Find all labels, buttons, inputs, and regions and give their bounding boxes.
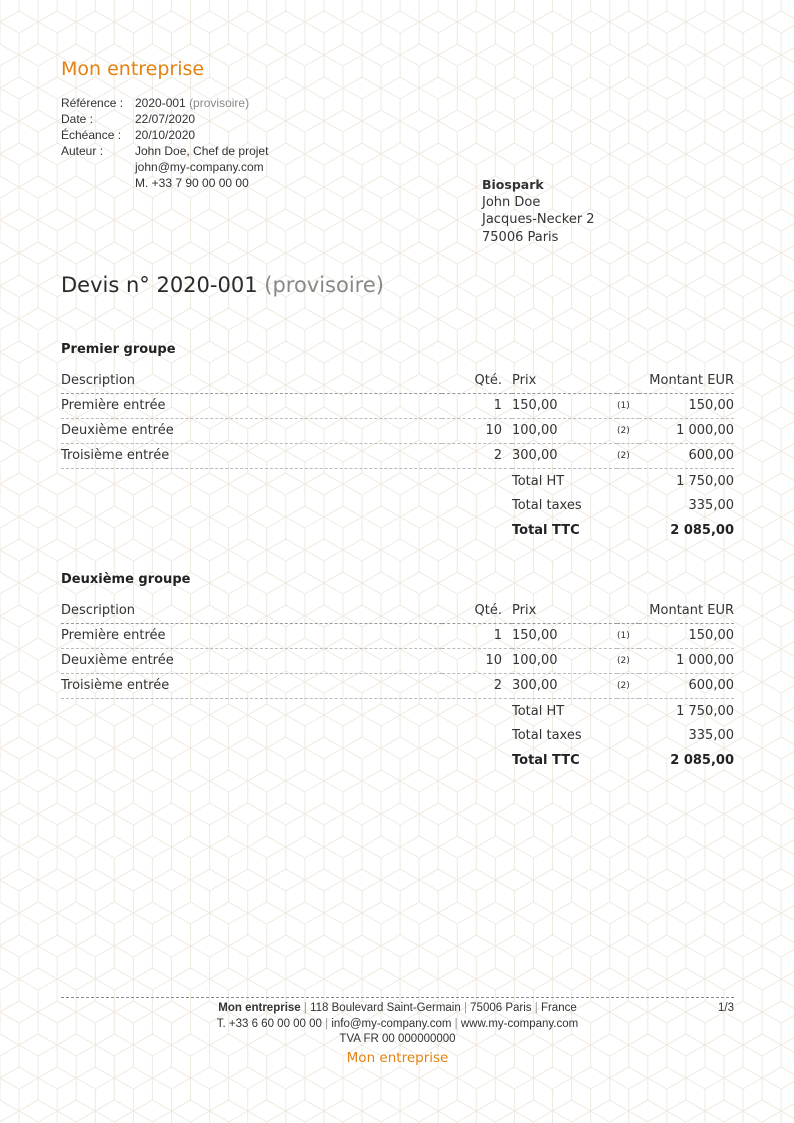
footer-vat: TVA FR 00 000000000: [339, 1033, 456, 1045]
row-tax-ref: (2): [617, 681, 630, 691]
header-description: Description: [61, 373, 136, 388]
footer-phone: T. +33 6 60 00 00 00: [216, 1017, 322, 1030]
row-price: 150,00: [512, 628, 558, 643]
table-row: [61, 649, 734, 674]
footer-street: 118 Boulevard Saint-Germain: [310, 1002, 461, 1014]
total-ttc-row: [61, 517, 734, 545]
header-qty: Qté.: [474, 603, 502, 618]
footer-company: Mon entreprise: [218, 1002, 301, 1014]
total-ht-row: [61, 699, 734, 724]
page-number: 1/3: [718, 1002, 734, 1014]
total-label: Total HT: [512, 703, 565, 719]
total-ht-row: [61, 469, 734, 494]
header-qty: Qté.: [474, 373, 502, 388]
row-qty: 10: [485, 423, 502, 438]
total-ttc-row: [61, 747, 734, 775]
header-amount: Montant EUR: [649, 603, 734, 618]
item-group-2: [61, 568, 734, 775]
row-price: 100,00: [512, 423, 558, 438]
header-amount: Montant EUR: [649, 373, 734, 388]
header-description: Description: [61, 603, 136, 618]
quote-status: (provisoire): [264, 273, 384, 297]
meta-label: [61, 175, 135, 191]
recipient-address: [482, 176, 595, 246]
total-taxes-row: [61, 493, 734, 517]
meta-value: John Doe, Chef de projet: [135, 144, 269, 158]
footer-email[interactable]: info@my-company.com: [331, 1017, 452, 1030]
row-tax-ref: (1): [617, 631, 630, 641]
row-description: Première entrée: [61, 628, 166, 643]
row-description: Troisième entrée: [61, 678, 170, 693]
meta-author-phone: [61, 175, 268, 191]
total-value: 1 750,00: [676, 473, 734, 489]
row-price: 150,00: [512, 398, 558, 413]
item-group-1: [61, 338, 734, 545]
row-tax-ref: (1): [617, 401, 630, 411]
meta-date: [61, 111, 268, 127]
row-qty: 10: [485, 653, 502, 668]
row-qty: 2: [493, 448, 502, 463]
meta-status: (provisoire): [189, 96, 250, 110]
row-price: 100,00: [512, 653, 558, 668]
row-description: Première entrée: [61, 398, 166, 413]
meta-value: M. +33 7 90 00 00 00: [135, 176, 249, 190]
table-row: [61, 674, 734, 699]
header-price: Prix: [512, 603, 537, 618]
total-value: 2 085,00: [670, 753, 734, 768]
row-description: Deuxième entrée: [61, 653, 174, 668]
recipient-street: Jacques-Necker 2: [482, 212, 595, 227]
footer-website[interactable]: www.my-company.com: [460, 1017, 579, 1030]
meta-reference: [61, 95, 268, 111]
total-label: Total TTC: [512, 753, 580, 768]
header-price: Prix: [512, 373, 537, 388]
group-title: Deuxième groupe: [61, 572, 191, 587]
meta-label: Échéance :: [61, 128, 122, 142]
items-table: [61, 599, 734, 775]
table-row: [61, 419, 734, 444]
meta-value: john@my-company.com: [135, 160, 264, 174]
row-description: Deuxième entrée: [61, 423, 174, 438]
meta-value: 2020-001: [135, 96, 186, 110]
total-value: 1 750,00: [676, 703, 734, 719]
table-header: [61, 599, 734, 624]
row-price: 300,00: [512, 448, 558, 463]
meta-label: [61, 159, 135, 175]
meta-due-date: [61, 127, 268, 143]
meta-author-email: [61, 159, 268, 175]
recipient-city: 75006 Paris: [482, 229, 559, 245]
row-description: Troisième entrée: [61, 448, 170, 463]
page-footer: [61, 997, 734, 1066]
total-taxes-row: [61, 723, 734, 747]
table-header: [61, 369, 734, 394]
row-amount: 150,00: [688, 628, 734, 643]
row-amount: 1 000,00: [676, 423, 734, 438]
total-label: Total taxes: [512, 497, 582, 513]
quote-title: [61, 273, 384, 297]
document-metadata: [61, 95, 268, 191]
row-qty: 1: [493, 398, 502, 413]
row-qty: 2: [493, 678, 502, 693]
total-value: 335,00: [688, 497, 734, 513]
row-tax-ref: (2): [617, 426, 630, 436]
footer-contact-line: T. +33 6 60 00 00 00 | info@my-company.com | www.my-company.com: [216, 1017, 579, 1030]
quote-number: Devis n° 2020-001: [61, 273, 258, 297]
row-tax-ref: (2): [617, 451, 630, 461]
row-qty: 1: [493, 628, 502, 643]
row-amount: 150,00: [688, 398, 734, 413]
row-amount: 600,00: [688, 448, 734, 463]
items-table: [61, 369, 734, 545]
row-amount: 600,00: [688, 678, 734, 693]
row-amount: 1 000,00: [676, 653, 734, 668]
table-row: [61, 394, 734, 419]
total-label: Total HT: [512, 473, 565, 489]
table-row: [61, 444, 734, 469]
company-name: Mon entreprise: [61, 58, 205, 80]
footer-country: France: [540, 1002, 577, 1014]
footer-address-line: Mon entreprise | 118 Boulevard Saint-Germain | 75006 Paris | France: [218, 1002, 577, 1014]
group-title: Premier groupe: [61, 342, 176, 357]
recipient-name: John Doe: [482, 194, 541, 210]
meta-label: Date :: [61, 112, 94, 126]
recipient-company: Biospark: [482, 177, 544, 192]
total-label: Total taxes: [512, 727, 582, 743]
row-tax-ref: (2): [617, 656, 630, 666]
meta-value: 20/10/2020: [135, 128, 196, 142]
meta-value: 22/07/2020: [135, 112, 196, 126]
footer-logo: Mon entreprise: [346, 1049, 449, 1066]
meta-author: [61, 143, 268, 159]
table-row: [61, 624, 734, 649]
footer-postal: 75006 Paris: [470, 1002, 532, 1014]
total-value: 2 085,00: [670, 523, 734, 538]
total-value: 335,00: [688, 727, 734, 743]
meta-label: Auteur :: [61, 144, 104, 158]
row-price: 300,00: [512, 678, 558, 693]
total-label: Total TTC: [512, 523, 580, 538]
meta-label: Référence :: [61, 96, 124, 110]
